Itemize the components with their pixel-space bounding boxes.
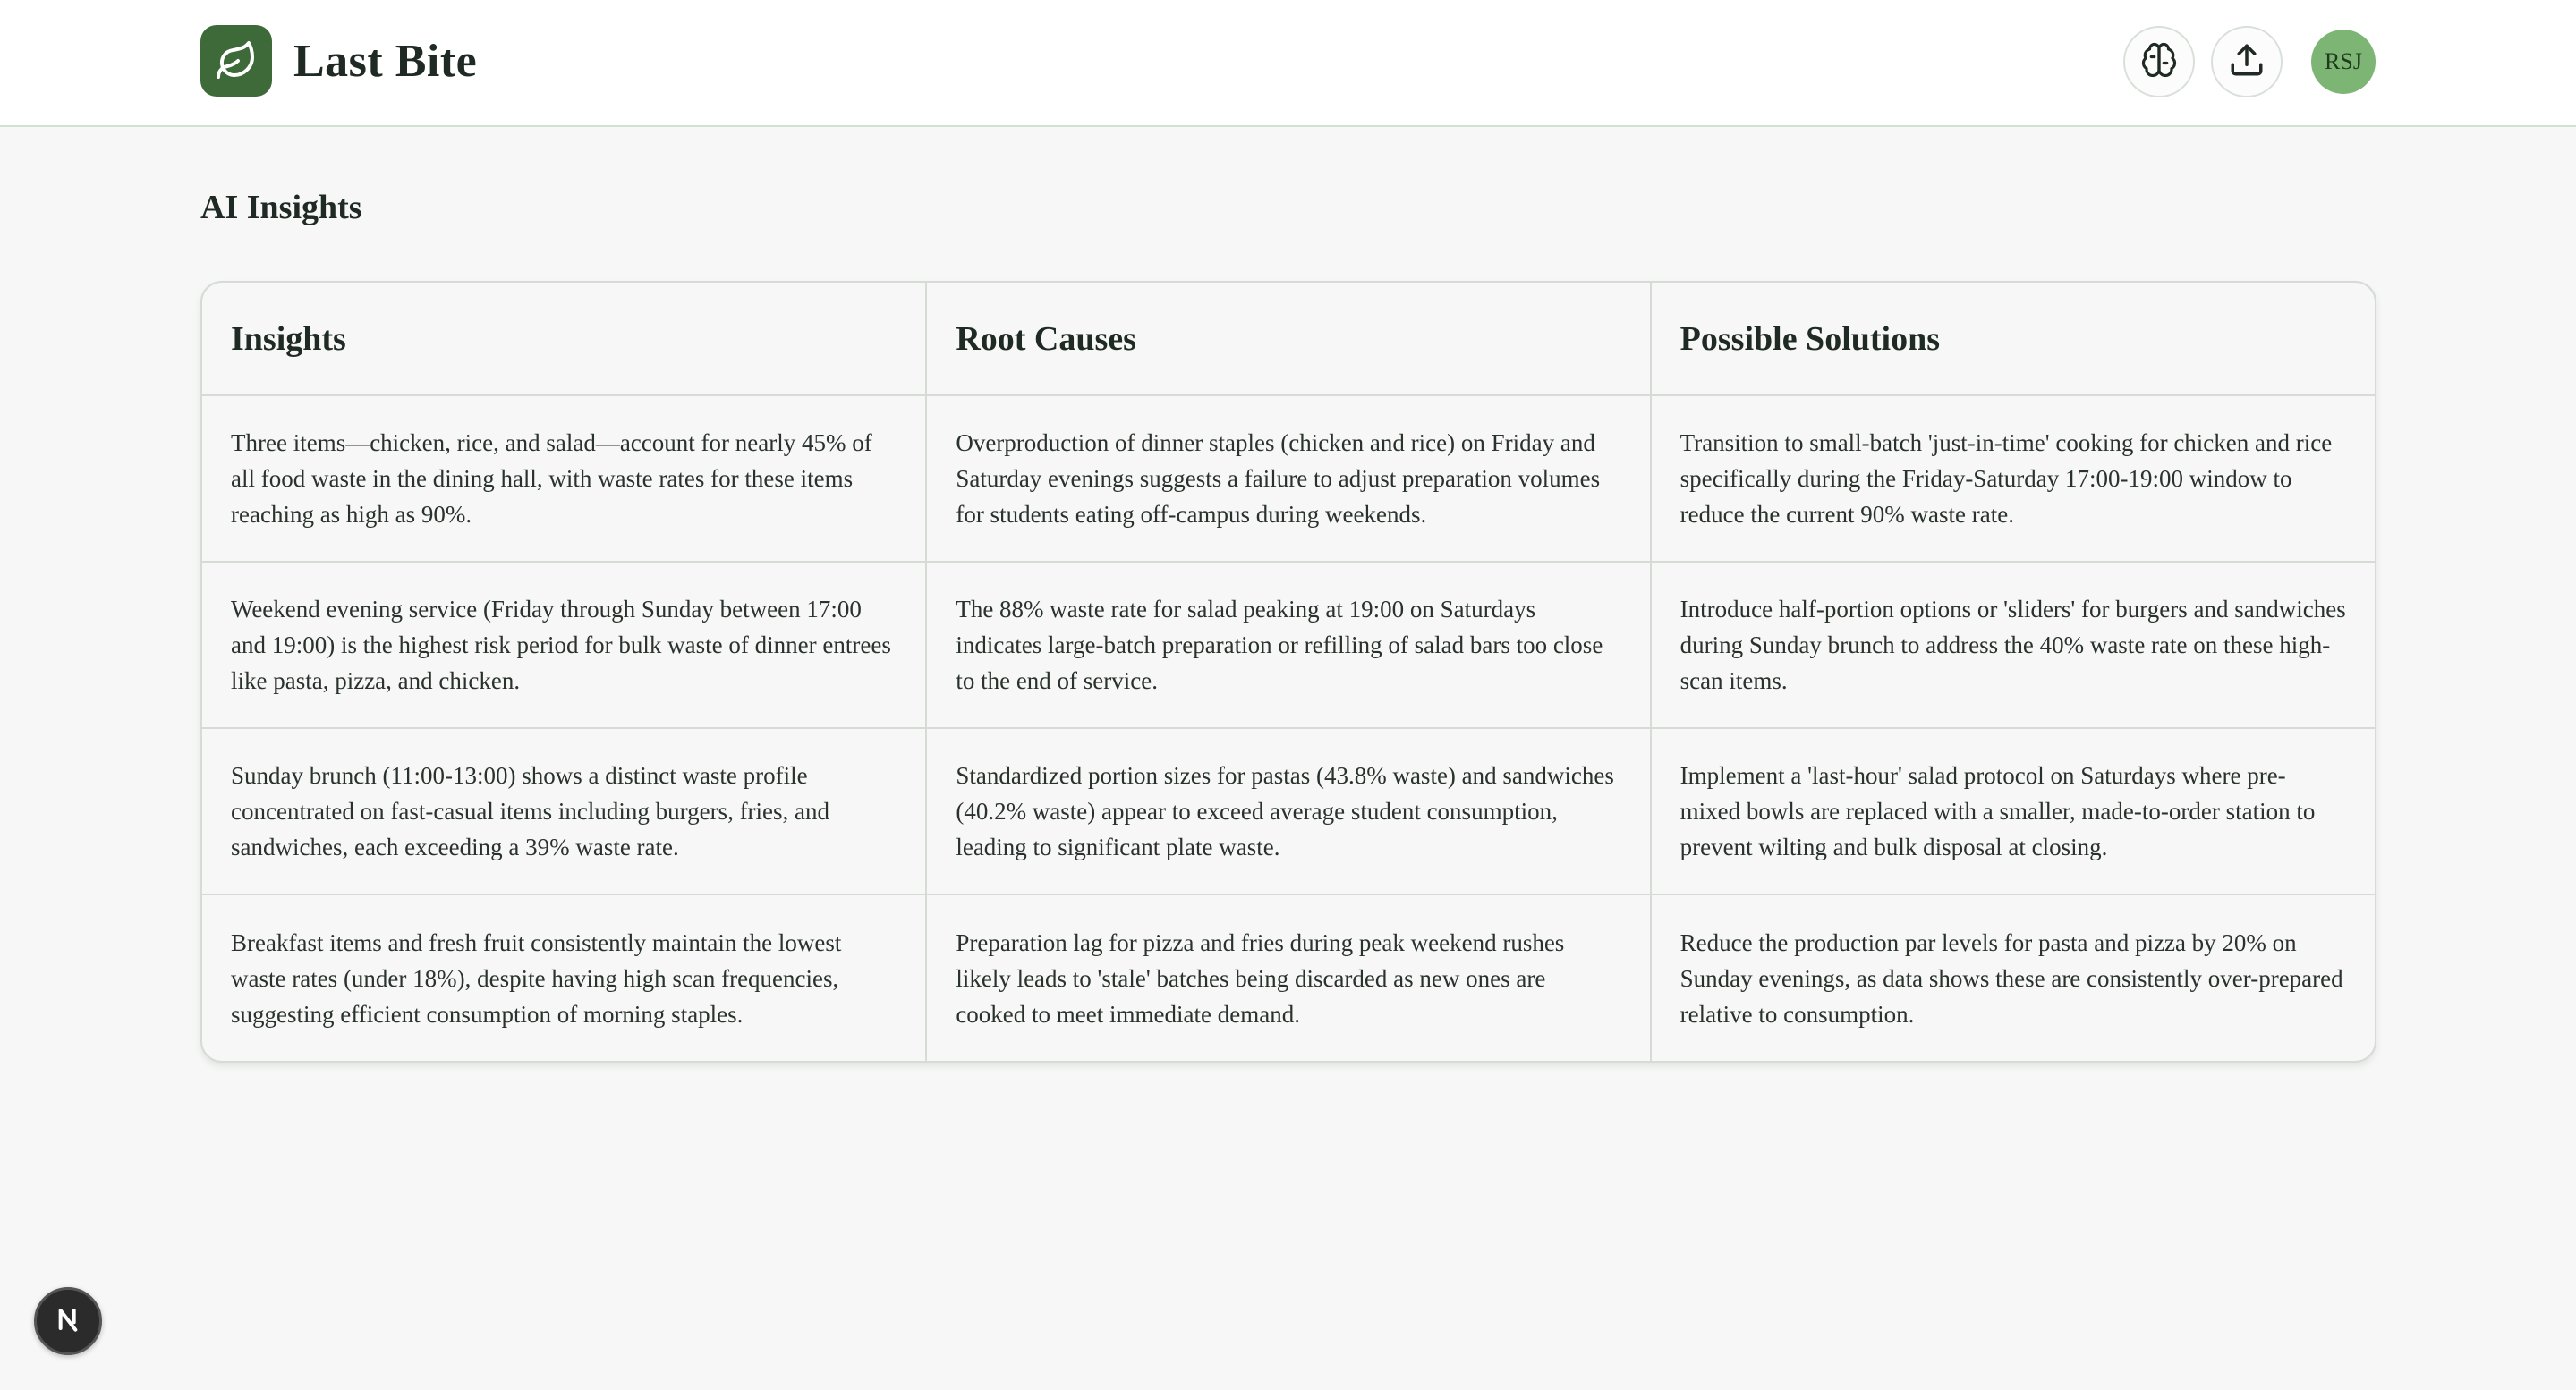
root-cause-cell: Overproduction of dinner staples (chicken and rice) on Friday and Saturday evenings suggests a failure to adjust preparation volumes for students eating off-campus during weekends. [926,395,1650,562]
insight-cell: Weekend evening service (Friday through Sunday between 17:00 and 19:00) is the highest risk period for bulk waste of dinner entrees like pasta, pizza, and chicken. [202,562,926,728]
leaf-icon [200,25,272,97]
table-row [202,395,2375,562]
next-logo-icon [50,1301,86,1342]
solution-cell: Introduce half-portion options or 'sliders' for burgers and sandwiches during Sunday brunch to address the 40% waste rate on these high-scan items. [1651,562,2375,728]
brand[interactable] [200,24,477,97]
root-cause-cell: The 88% waste rate for salad peaking at 19:00 on Saturdays indicates large-batch preparation or refilling of salad bars too close to the end of service. [926,562,1650,728]
table-row [202,562,2375,728]
column-header-possible-solutions: Possible Solutions [1651,283,2375,395]
root-cause-cell: Preparation lag for pizza and fries during peak weekend rushes likely leads to 'stale' batches being discarded as new ones are cooked to meet immediate demand. [926,894,1650,1061]
insight-cell: Breakfast items and fresh fruit consistently maintain the lowest waste rates (under 18%), despite having high scan frequencies, suggesting efficient consumption of morning staples. [202,894,926,1061]
insight-cell: Three items—chicken, rice, and salad—account for nearly 45% of all food waste in the dining hall, with waste rates for these items reaching as high as 90%. [202,395,926,562]
solution-cell: Reduce the production par levels for pasta and pizza by 20% on Sunday evenings, as data shows these are consistently over-prepared relative to consumption. [1679,928,2343,1028]
insights-table [202,283,2375,1061]
header-actions [2107,26,2376,97]
column-header-root-causes: Root Causes [926,283,1650,395]
table-header-row [202,283,2375,395]
app-header [0,0,2576,127]
table-row [202,894,2375,1061]
table-row [202,728,2375,894]
insights-table-card [200,281,2376,1063]
ai-insights-button[interactable] [2123,26,2195,97]
upload-button[interactable] [2211,26,2283,97]
app-name: Last Bite [293,35,478,87]
solution-cell: Implement a 'last-hour' salad protocol on Saturdays where pre-mixed bowls are replaced with a smaller, made-to-order station to prevent wilting and bulk disposal at closing. [1651,728,2375,894]
root-cause-cell: Standardized portion sizes for pastas (43.8% waste) and sandwiches (40.2% waste) appear to exceed average student consumption, leading to significant plate waste. [926,728,1650,894]
solution-cell: Transition to small-batch 'just-in-time' cooking for chicken and rice specifically during the Friday-Saturday 17:00-19:00 window to reduce the current 90% waste rate. [1651,395,2375,562]
brain-icon [2140,41,2178,83]
upload-icon [2228,41,2266,83]
page-title: AI Insights [200,189,362,226]
column-header-insights: Insights [202,283,926,395]
user-avatar[interactable]: RSJ [2311,30,2376,94]
insight-cell: Sunday brunch (11:00-13:00) shows a distinct waste profile concentrated on fast-casual items including burgers, fries, and sandwiches, each exceeding a 39% waste rate. [202,728,926,894]
dev-tools-badge[interactable] [34,1287,102,1355]
